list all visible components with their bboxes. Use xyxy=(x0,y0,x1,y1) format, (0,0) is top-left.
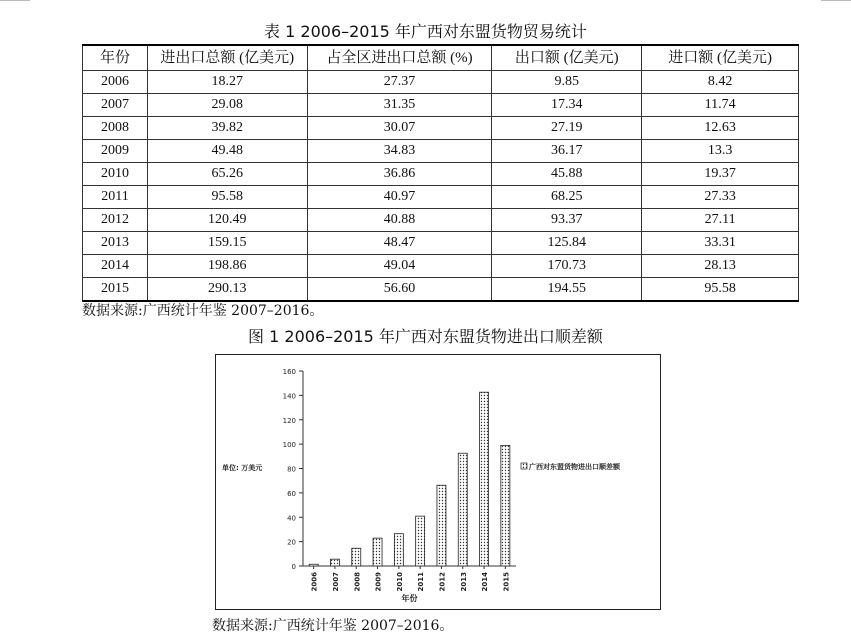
table-cell: 48.47 xyxy=(307,232,492,255)
x-tick-label: 2010 xyxy=(395,572,404,592)
table-cell: 194.55 xyxy=(492,278,642,302)
table-cell: 17.34 xyxy=(492,94,642,117)
table-row xyxy=(83,94,799,117)
table-cell: 8.42 xyxy=(642,71,799,94)
legend-label: 广西对东盟货物进出口顺差额 xyxy=(529,463,620,471)
table-cell: 40.88 xyxy=(307,209,492,232)
table-cell: 2013 xyxy=(83,232,148,255)
table-cell: 2006 xyxy=(83,71,148,94)
table-cell: 120.49 xyxy=(147,209,307,232)
table-cell: 13.3 xyxy=(642,140,799,163)
table-cell: 40.97 xyxy=(307,186,492,209)
legend-swatch xyxy=(521,463,527,469)
x-tick-label: 2007 xyxy=(331,572,340,592)
header-export: 出口额 (亿美元) xyxy=(492,45,642,71)
table-row xyxy=(83,163,799,186)
bar-2015 xyxy=(501,445,510,566)
y-tick-label: 60 xyxy=(287,489,296,498)
table-cell: 28.13 xyxy=(642,255,799,278)
table-cell: 34.83 xyxy=(307,140,492,163)
y-axis-label: 单位: 万美元 xyxy=(222,464,263,472)
x-tick-label: 2012 xyxy=(438,572,447,592)
table-cell: 27.19 xyxy=(492,117,642,140)
table-cell: 170.73 xyxy=(492,255,642,278)
table-cell: 9.85 xyxy=(492,71,642,94)
bar-2011 xyxy=(416,516,425,566)
header-import: 进口额 (亿美元) xyxy=(642,45,799,71)
table-title: 表 1 2006–2015 年广西对东盟货物贸易统计 xyxy=(264,22,587,41)
table-source-note: 数据来源:广西统计年鉴 2007–2016。 xyxy=(82,303,324,319)
y-tick-label: 160 xyxy=(282,368,296,376)
table-cell: 56.60 xyxy=(307,278,492,302)
table-row xyxy=(83,255,799,278)
page-edge-line-right xyxy=(821,0,851,1)
y-tick-label: 40 xyxy=(287,514,296,523)
surplus-bar-chart xyxy=(216,355,660,609)
table-cell: 36.86 xyxy=(307,163,492,186)
chart-frame xyxy=(215,354,661,610)
table-cell: 68.25 xyxy=(492,186,642,209)
x-tick-label: 2015 xyxy=(502,572,511,592)
header-total: 进出口总额 (亿美元) xyxy=(147,45,307,71)
table-cell: 30.07 xyxy=(307,117,492,140)
table-cell: 27.33 xyxy=(642,186,799,209)
table-cell: 11.74 xyxy=(642,94,799,117)
table-row xyxy=(83,186,799,209)
y-tick-label: 20 xyxy=(287,538,296,547)
table-cell: 12.63 xyxy=(642,117,799,140)
y-tick-label: 140 xyxy=(282,392,296,401)
bar-2014 xyxy=(480,392,489,566)
table-cell: 198.86 xyxy=(147,255,307,278)
table-cell: 95.58 xyxy=(642,278,799,302)
table-cell: 2012 xyxy=(83,209,148,232)
table-row xyxy=(83,209,799,232)
table-cell: 36.17 xyxy=(492,140,642,163)
bar-2007 xyxy=(330,559,339,566)
figure-title: 图 1 2006–2015 年广西对东盟货物进出口顺差额 xyxy=(248,327,603,346)
y-tick-label: 0 xyxy=(291,563,296,571)
table-cell: 33.31 xyxy=(642,232,799,255)
x-tick-label: 2013 xyxy=(459,572,468,592)
table-row xyxy=(83,71,799,94)
bar-2013 xyxy=(458,453,467,566)
table-row xyxy=(83,117,799,140)
table-cell: 39.82 xyxy=(147,117,307,140)
bar-2012 xyxy=(437,485,446,566)
table-cell: 2007 xyxy=(83,94,148,117)
table-cell: 27.37 xyxy=(307,71,492,94)
table-cell: 49.48 xyxy=(147,140,307,163)
table-cell: 18.27 xyxy=(147,71,307,94)
table-row xyxy=(83,278,799,302)
x-tick-label: 2011 xyxy=(417,572,426,592)
table-cell: 2011 xyxy=(83,186,148,209)
y-tick-label: 120 xyxy=(282,416,296,425)
trade-table xyxy=(82,44,799,302)
table-cell: 93.37 xyxy=(492,209,642,232)
table-cell: 2008 xyxy=(83,117,148,140)
bar-2008 xyxy=(352,548,361,566)
table-cell: 2014 xyxy=(83,255,148,278)
table-cell: 125.84 xyxy=(492,232,642,255)
y-tick-label: 100 xyxy=(282,441,296,450)
bar-2009 xyxy=(373,538,382,566)
table-cell: 159.15 xyxy=(147,232,307,255)
table-cell: 2015 xyxy=(83,278,148,302)
x-tick-label: 2009 xyxy=(374,572,383,592)
table-cell: 31.35 xyxy=(307,94,492,117)
table-cell: 65.26 xyxy=(147,163,307,186)
table-cell: 49.04 xyxy=(307,255,492,278)
table-row xyxy=(83,140,799,163)
table-cell: 2009 xyxy=(83,140,148,163)
bar-2010 xyxy=(394,534,403,566)
x-tick-label: 2006 xyxy=(310,572,319,592)
table-row xyxy=(83,232,799,255)
table-cell: 290.13 xyxy=(147,278,307,302)
table-cell: 29.08 xyxy=(147,94,307,117)
table-cell: 95.58 xyxy=(147,186,307,209)
page-edge-line-left xyxy=(0,0,30,1)
table-cell: 2010 xyxy=(83,163,148,186)
table-cell: 45.88 xyxy=(492,163,642,186)
table-header-row xyxy=(83,45,799,71)
y-tick-label: 80 xyxy=(287,465,296,474)
header-share: 占全区进出口总额 (%) xyxy=(307,45,492,71)
table-cell: 27.11 xyxy=(642,209,799,232)
x-axis-label: 年份 xyxy=(401,594,418,603)
table-cell: 19.37 xyxy=(642,163,799,186)
bar-2006 xyxy=(309,564,318,566)
figure-source-note: 数据来源:广西统计年鉴 2007–2016。 xyxy=(212,618,454,634)
header-year: 年份 xyxy=(83,45,148,71)
x-tick-label: 2014 xyxy=(481,572,490,592)
x-tick-label: 2008 xyxy=(353,572,362,592)
